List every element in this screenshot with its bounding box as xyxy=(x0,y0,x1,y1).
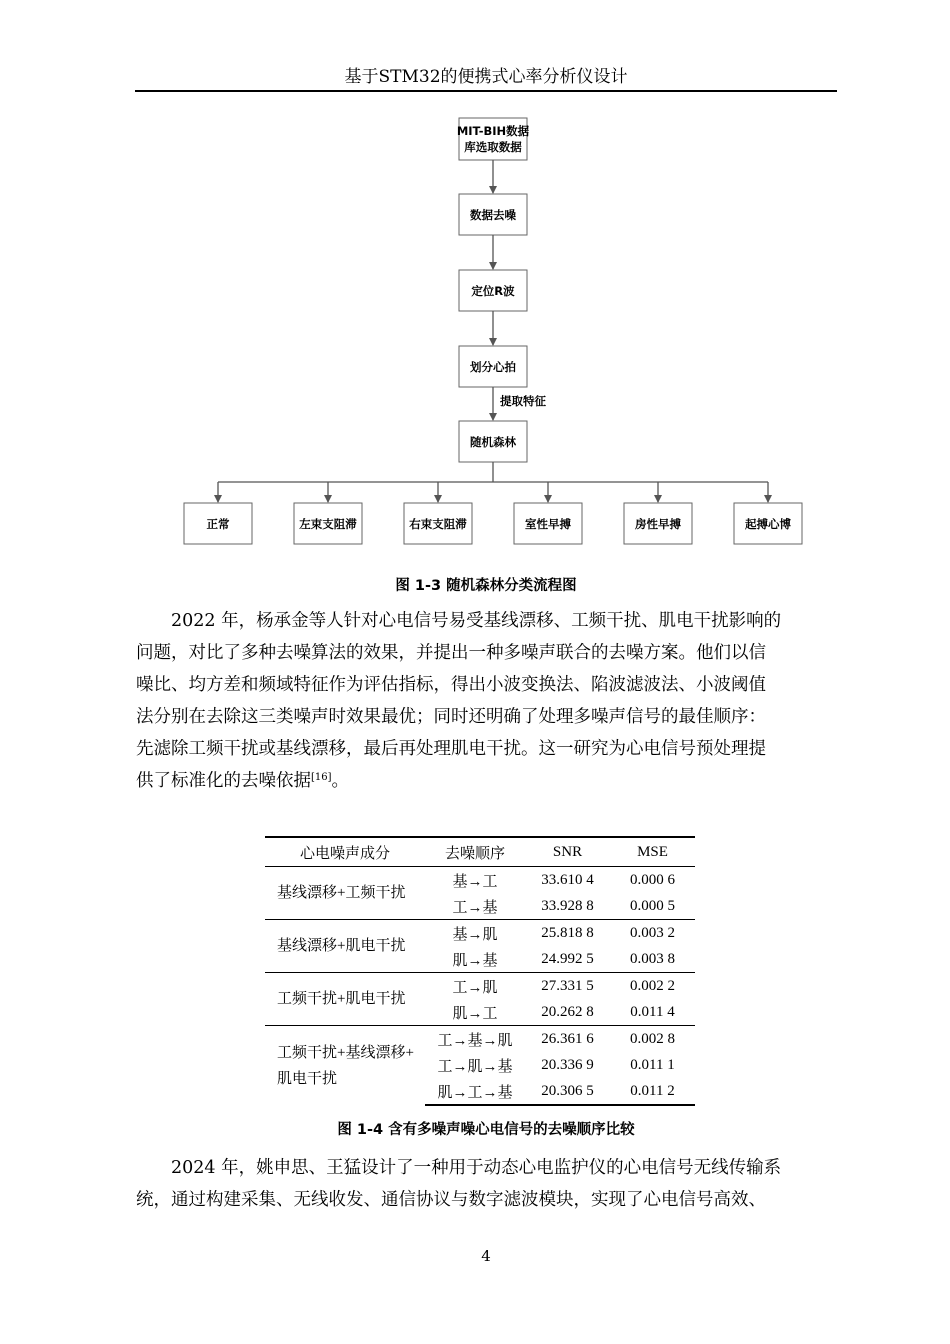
paragraph-line: 问题，对比了多种去噪算法的效果，并提出一种多噪声联合的去噪方案。他们以信 xyxy=(136,643,766,663)
paragraph-end: 。 xyxy=(331,771,350,791)
page-header: 基于STM32的便携式心率分析仪设计 xyxy=(344,67,628,87)
step-label-denoise: 数据去噪 xyxy=(470,208,516,222)
paragraph-line: 噪比、均方差和频域特征作为评估指标，得出小波变换法、陷波滤波法、小波阈值 xyxy=(136,675,766,695)
mse-cell: 0.011 4 xyxy=(630,1003,675,1020)
snr-cell: 26.361 6 xyxy=(525,1026,610,1053)
edge-label-extract: 提取特征 xyxy=(500,394,546,408)
group-name-cell: 基线漂移+肌电干扰 xyxy=(265,920,425,973)
figure-caption-2: 图 1-4 含有多噪声噪心电信号的去噪顺序比较 xyxy=(337,1122,635,1138)
group-name-cell: 基线漂移+工频干扰 xyxy=(277,885,406,901)
order-cell: 肌→工→基 xyxy=(425,1078,525,1105)
class-label-normal: 正常 xyxy=(206,517,230,531)
class-label-pvc: 室性早搏 xyxy=(525,517,571,531)
order-cell: 基→工 xyxy=(452,873,498,890)
snr-cell: 24.992 5 xyxy=(541,950,594,967)
table-row xyxy=(265,973,695,1000)
flowchart xyxy=(0,0,950,600)
step-label-database-2: 库选取数据 xyxy=(464,140,522,154)
group-name-line: 工频干扰+基线漂移+ xyxy=(277,1044,414,1061)
snr-cell: 33.928 8 xyxy=(541,897,594,914)
mse-cell: 0.002 8 xyxy=(610,1026,695,1053)
group-name-cell: 工频干扰+肌电干扰 xyxy=(265,973,425,1026)
citation-ref: [16] xyxy=(311,772,332,783)
paragraph-line: 2022 年，杨承金等人针对心电信号易受基线漂移、工频干扰、肌电干扰影响的 xyxy=(171,611,782,631)
class-label-rbbb: 右束支阻滞 xyxy=(409,517,467,531)
page-number: 4 xyxy=(481,1247,491,1265)
paragraph-1 xyxy=(136,605,838,797)
paragraph-line: 统，通过构建采集、无线收发、通信协议与数字滤波模块，实现了心电信号高效、 xyxy=(136,1190,766,1210)
order-cell: 工→基 xyxy=(452,899,498,916)
class-label-lbbb: 左束支阻滞 xyxy=(299,517,357,531)
mse-cell: 0.011 2 xyxy=(610,1078,695,1105)
class-label-apc: 房性早搏 xyxy=(635,517,681,531)
step-label-random-forest: 随机森林 xyxy=(470,435,516,449)
paragraph-text: 供了标准化的去噪依据 xyxy=(136,771,311,791)
mse-cell: 0.002 2 xyxy=(610,973,695,1000)
snr-cell: 25.818 8 xyxy=(525,920,610,947)
snr-cell: 27.331 5 xyxy=(525,973,610,1000)
figure-caption-1: 图 1-3 随机森林分类流程图 xyxy=(395,578,577,594)
denoise-table xyxy=(265,836,695,1106)
mse-cell: 0.003 8 xyxy=(630,950,675,967)
mse-cell: 0.011 1 xyxy=(630,1056,675,1073)
order-cell: 肌→工 xyxy=(452,1005,498,1022)
group-name-cell xyxy=(265,1026,425,1106)
mse-cell: 0.003 2 xyxy=(610,920,695,947)
table-header-cell: 去噪顺序 xyxy=(425,837,525,867)
order-cell: 肌→基 xyxy=(452,952,498,969)
mse-cell: 0.000 6 xyxy=(630,871,675,888)
table-row xyxy=(265,920,695,947)
step-label-locate-r: 定位R波 xyxy=(471,284,515,298)
paragraph-line: 法分别在去除这三类噪声时效果最优；同时还明确了处理多噪声信号的最佳顺序： xyxy=(136,707,766,727)
table-row xyxy=(265,1026,695,1053)
order-cell: 基→肌 xyxy=(425,920,525,947)
paragraph-line: 2024 年，姚申思、王猛设计了一种用于动态心电监护仪的心电信号无线传输系 xyxy=(171,1158,782,1178)
class-label-paced: 起搏心博 xyxy=(745,517,791,531)
table-header-row xyxy=(265,837,695,867)
order-cell: 工→肌 xyxy=(425,973,525,1000)
order-cell: 工→基→肌 xyxy=(425,1026,525,1053)
table-header-cell: SNR xyxy=(525,837,610,867)
step-label-segment: 划分心拍 xyxy=(470,360,516,374)
step-label-database-1: MIT-BIH数据 xyxy=(456,124,530,138)
snr-cell: 20.262 8 xyxy=(541,1003,594,1020)
snr-cell: 33.610 4 xyxy=(541,871,594,888)
group-name-line: 肌电干扰 xyxy=(277,1070,338,1087)
table-row xyxy=(265,867,695,894)
table-header-cell: MSE xyxy=(610,837,695,867)
paragraph-last-line xyxy=(136,765,838,797)
mse-cell: 0.000 5 xyxy=(630,897,675,914)
snr-cell: 20.336 9 xyxy=(541,1056,594,1073)
paragraph-2 xyxy=(136,1152,838,1216)
paragraph-line: 先滤除工频干扰或基线漂移，最后再处理肌电干扰。这一研究为心电信号预处理提 xyxy=(136,739,766,759)
order-cell: 工→肌→基 xyxy=(437,1058,513,1075)
table-header-cell: 心电噪声成分 xyxy=(265,837,425,867)
snr-cell: 20.306 5 xyxy=(525,1078,610,1105)
